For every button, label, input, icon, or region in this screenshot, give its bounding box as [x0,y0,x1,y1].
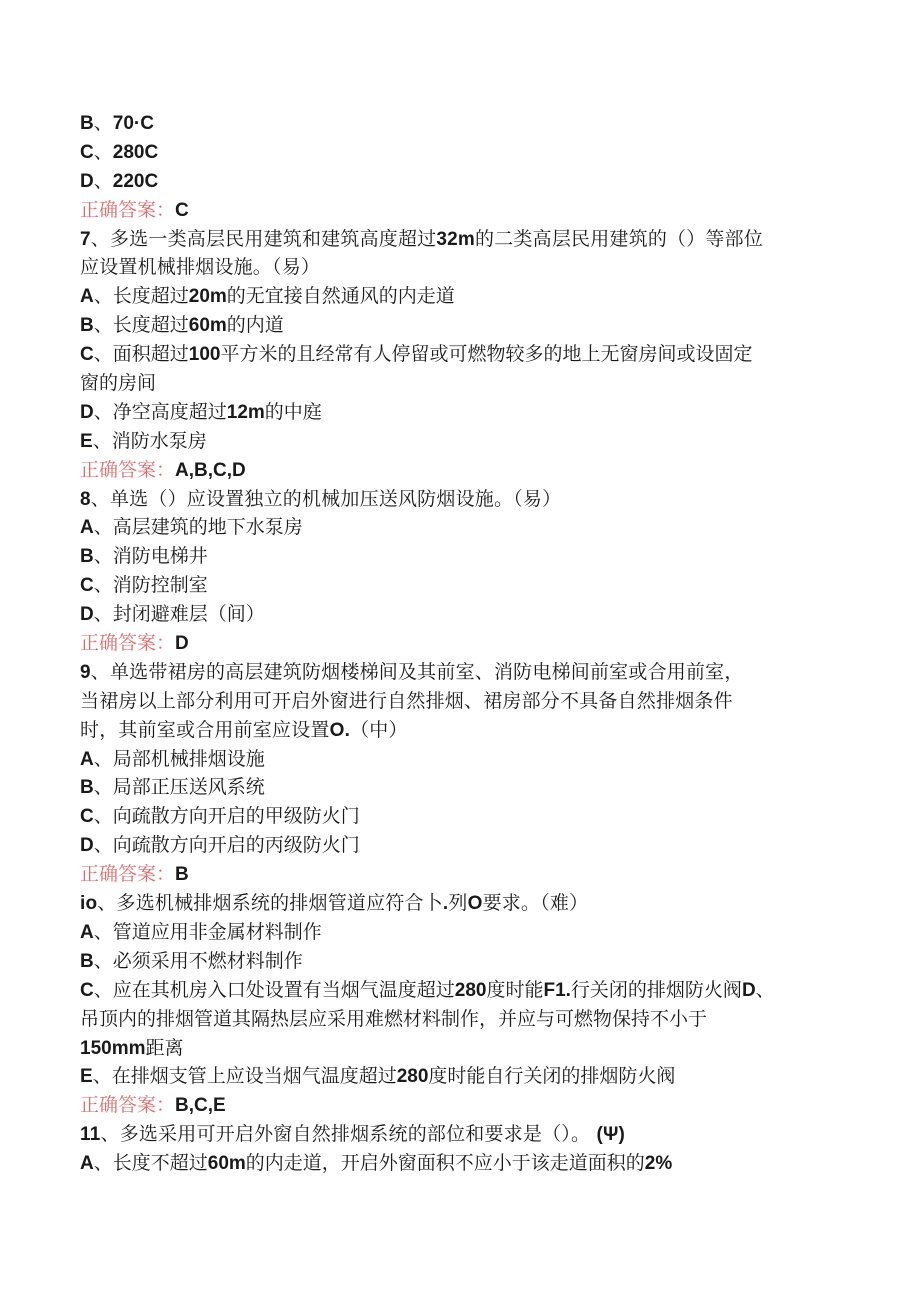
text-fragment: C [80,141,94,163]
answer-value: B [175,864,189,886]
text-fragment: B [80,315,94,337]
text-fragment: A [80,921,94,943]
text-fragment: (Ψ) [596,1124,626,1146]
text-fragment: 60m [188,315,227,337]
text-fragment: 220C [112,170,159,192]
text-fragment: 280 [396,1066,429,1088]
answer-label: 正确答案： [80,632,176,655]
text-fragment: 280 [454,979,487,1001]
text-fragment: C [80,806,94,828]
option-line: D、封闭避难层（间） [80,603,265,626]
text-fragment: D [80,401,94,423]
text-fragment: D [80,604,94,626]
option-line: C、应在其机房入口处设置有当烟气温度超过280度时能F1.行关闭的排烟防火阀D、 [80,978,775,1001]
text-fragment: . [442,893,449,915]
text-fragment: A [80,286,94,308]
text-fragment: 12m [226,401,265,423]
text-fragment: C [80,979,94,1001]
option-line: B、局部正压送风系统 [80,776,265,799]
option-line: B、必须采用不燃材料制作 [80,949,303,972]
text-fragment: 60m [207,1153,246,1175]
answer-line [80,456,840,485]
option-line: A、局部机械排烟设施 [80,747,265,770]
text-fragment: E [80,1066,93,1088]
question-line: 7、多选一类高层民用建筑和建筑高度超过32m的二类高层民用建筑的（）等部位 [80,227,764,250]
option-line: A、管道应用非金属材料制作 [80,920,322,943]
text-fragment: C [80,575,94,597]
option-line: A、高层建筑的地下水泵房 [80,516,303,539]
text-fragment: E [80,430,93,452]
option-line: D、净空高度超过12m的中庭 [80,400,322,423]
text-fragment: 100 [188,344,221,366]
question-line: 当裙房以上部分利用可开启外窗进行自然排烟、裙房部分不具备自然排烟条件 [80,689,733,712]
option-line: C、面积超过100平方米的且经常有人停留或可燃物较多的地上无窗房间或设固定 [80,343,753,366]
option-line: E、消防水泵房 [80,429,207,452]
text-fragment: B [80,950,94,972]
text-fragment: 11 [80,1124,101,1146]
option-line: A、长度不超过60m的内走道，开启外窗面积不应小于该走道面积的2% [80,1152,673,1175]
text-fragment: io [80,893,98,915]
question-line: 应设置机械排烟设施。（易） [80,256,321,279]
text-fragment: B [80,777,94,799]
option-line: B、消防电梯井 [80,545,208,568]
text-fragment: D [741,979,756,1001]
answer-line [80,629,840,658]
text-fragment: 7 [80,228,91,250]
text-fragment: A [80,1153,94,1175]
text-fragment: O [467,893,483,915]
option-line: C、消防控制室 [80,574,208,597]
text-fragment: A [80,517,94,539]
text-fragment: C [80,344,94,366]
answer-value: B,C,E [175,1095,226,1117]
answer-value: A,B,C,D [175,459,246,481]
text-fragment: 150mm [80,1037,146,1059]
question-line: 11、多选采用可开启外窗自然排烟系统的部位和要求是（）。 (Ψ) [80,1123,626,1146]
text-fragment: 32m [436,228,476,250]
document-page [80,109,840,1178]
text-fragment: 280C [112,141,159,163]
answer-line [80,1091,840,1120]
option-line: C、280C [80,140,159,163]
text-fragment: F1. [543,979,571,1001]
text-fragment: A [80,748,94,770]
text-fragment: 2% [644,1153,673,1175]
option-line: 150mm距离 [80,1036,184,1059]
text-fragment: O. [329,719,351,741]
text-fragment: B [80,546,94,568]
answer-line [80,860,840,889]
question-line: 8、单选（）应设置独立的机械加压送风防烟设施。（易） [80,487,562,510]
answer-label: 正确答案： [80,198,176,221]
text-fragment: 70·C [112,113,154,134]
option-line: A、长度超过20m的无宜接自然通风的内走道 [80,285,455,308]
answer-value: C [175,199,189,221]
answer-label: 正确答案： [80,863,176,886]
option-line: 吊顶内的排烟管道其隔热层应采用难燃材料制作，并应与可燃物保持不小于 [80,1007,708,1030]
text-fragment: D [80,835,94,857]
option-line: B、长度超过60m的内道 [80,314,284,337]
answer-value: D [175,633,189,655]
option-line: E、在排烟支管上应设当烟气温度超过280度时能自行关闭的排烟防火阀 [80,1065,676,1088]
answer-label: 正确答案： [80,1094,176,1117]
answer-line [80,196,840,225]
answer-label: 正确答案： [80,458,176,481]
option-line: D、220C [80,169,159,192]
option-line: C、向疏散方向开启的甲级防火门 [80,805,360,828]
question-line: 9、单选带裙房的高层建筑防烟楼梯间及其前室、消防电梯间前室或合用前室， [80,660,744,683]
option-line: B、70·C [80,112,154,134]
question-line: 时，其前室或合用前室应设置O.（中） [80,718,408,741]
text-fragment: 9 [80,661,91,683]
option-line: D、向疏散方向开启的丙级防火门 [80,834,360,857]
text-fragment: D [80,170,94,192]
question-line: io、多选机械排烟系统的排烟管道应符合卜.列O要求。（难） [80,892,589,915]
option-line: 窗的房间 [80,372,157,395]
text-fragment: 8 [80,488,91,510]
text-fragment: 20m [188,286,227,308]
text-fragment: B [80,113,94,134]
